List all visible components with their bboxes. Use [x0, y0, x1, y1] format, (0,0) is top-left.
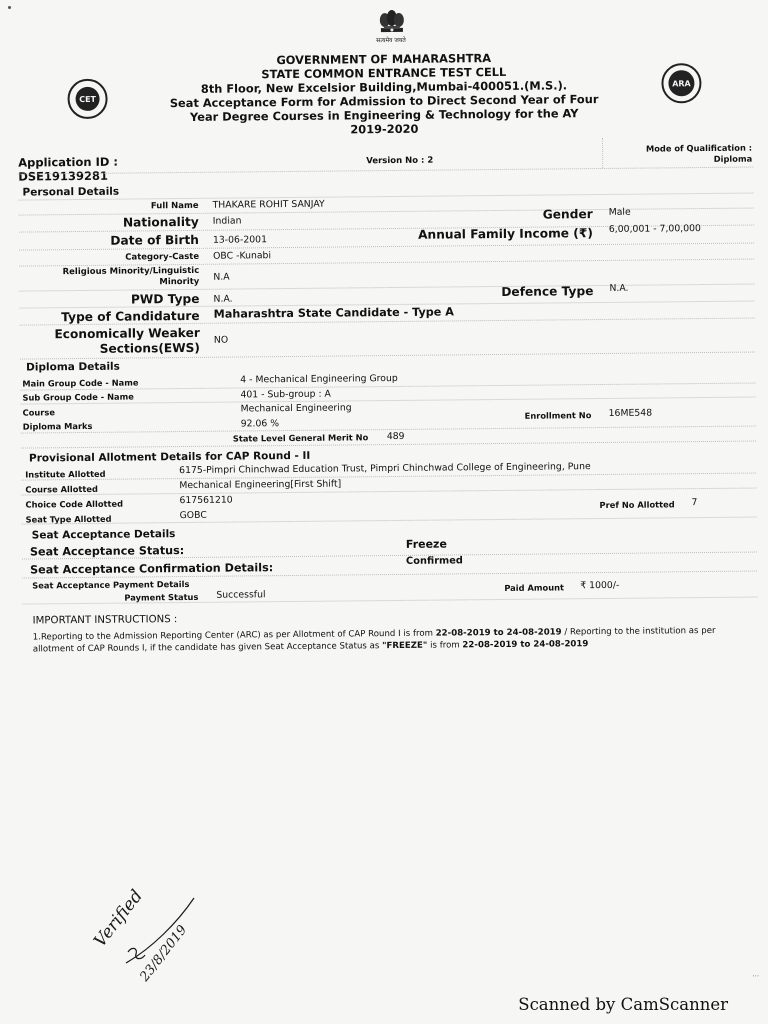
cet-logo-text: CET — [75, 87, 99, 111]
instruction-text-3: is from — [427, 640, 463, 651]
header-line-5: Year Degree Courses in Engineering & Technology for the AY — [189, 106, 579, 124]
pref-no-label: Pref No Allotted — [599, 499, 675, 511]
camscanner-watermark: Scanned by CamScanner — [518, 995, 728, 1014]
minority-label-line-1: Religious Minority/Linguistic — [62, 265, 200, 278]
institute-allotted-value: 6175-Pimpri Chinchwad Education Trust, Pimpri Chinchwad College of Engineering, Pune — [179, 461, 591, 477]
seat-type-label: Seat Type Allotted — [25, 513, 112, 525]
instruction-date-2: 22-08-2019 to 24-08-2019 — [462, 639, 589, 651]
date-of-birth-value: 13-06-2001 — [212, 234, 268, 246]
application-id-label: Application ID : — [18, 154, 119, 170]
instruction-text-2: / Reporting to the institution as per allotment of CAP Rounds I, if the candidate has given Seat Acceptance Status as — [32, 625, 716, 655]
header-line-2: STATE COMMON ENTRANCE TEST CELL — [261, 64, 507, 82]
course-label: Course — [22, 407, 55, 418]
ara-logo-text: ARA — [668, 70, 694, 96]
application-id-value: DSE19139281 — [18, 168, 109, 184]
nationality-value: Indian — [212, 215, 242, 227]
seat-acceptance-title: Seat Acceptance Details — [31, 528, 176, 542]
seat-acceptance-status-value: Freeze — [405, 537, 447, 551]
paid-amount-value: ₹ 1000/- — [580, 579, 620, 592]
minority-value: N.A — [213, 271, 230, 283]
defence-type-value: N.A. — [609, 282, 629, 294]
version-number: Version No : 2 — [366, 155, 434, 167]
category-caste-label: Category-Caste — [125, 251, 200, 263]
main-group-label: Main Group Code - Name — [22, 377, 139, 389]
seat-acceptance-form — [11, 0, 763, 704]
pref-no-value: 7 — [691, 497, 698, 509]
choice-code-value: 617561210 — [179, 494, 233, 507]
category-caste-value: OBC -Kunabi — [213, 250, 272, 262]
diploma-details-title: Diploma Details — [26, 360, 120, 374]
merit-number-label: State Level General Merit No — [232, 432, 369, 444]
sub-group-label: Sub Group Code - Name — [22, 391, 134, 403]
diploma-marks-value: 92.06 % — [240, 418, 280, 430]
type-of-candidature-label: Type of Candidature — [61, 308, 200, 325]
instruction-text-1: 1.Reporting to the Admission Reporting Center (ARC) as per Allotment of CAP Round I is from — [32, 628, 436, 643]
pwd-type-value: N.A. — [213, 293, 233, 305]
ews-label-line-1: Economically Weaker — [54, 325, 200, 342]
instruction-freeze: "FREEZE" — [382, 640, 428, 652]
instruction-paragraph — [33, 625, 733, 656]
choice-code-label: Choice Code Allotted — [25, 498, 124, 510]
instructions-title: IMPORTANT INSTRUCTIONS : — [32, 614, 178, 627]
allotment-title: Provisional Allotment Details for CAP Round - II — [28, 449, 311, 465]
gender-label: Gender — [542, 207, 593, 222]
confirmation-details-value: Confirmed — [405, 555, 463, 567]
ews-label-line-2: Sections(EWS) — [99, 340, 201, 356]
institute-allotted-label: Institute Allotted — [25, 468, 106, 480]
mode-of-qualification-label: Mode of Qualification : — [645, 142, 753, 154]
course-allotted-label: Course Allotted — [25, 483, 98, 495]
merit-number-value: 489 — [386, 430, 405, 443]
paid-amount-label: Paid Amount — [504, 582, 565, 593]
confirmation-details-label: Seat Acceptance Confirmation Details: — [30, 561, 274, 577]
course-allotted-value: Mechanical Engineering[First Shift] — [179, 478, 342, 492]
instruction-date-1: 22-08-2019 to 24-08-2019 — [435, 627, 562, 639]
gender-value: Male — [608, 206, 631, 218]
diploma-marks-label: Diploma Marks — [22, 420, 93, 432]
date-of-birth-label: Date of Birth — [110, 232, 200, 248]
full-name-value: THAKARE ROHIT SANJAY — [212, 198, 325, 211]
personal-details-title: Personal Details — [22, 185, 120, 199]
header-line-6: 2019-2020 — [350, 121, 419, 137]
ews-value: NO — [213, 334, 229, 346]
enrollment-value: 16ME548 — [608, 407, 653, 419]
scan-speck — [8, 6, 11, 9]
header-line-1: GOVERNMENT OF MAHARASHTRA — [276, 51, 492, 68]
state-emblem-icon — [375, 8, 409, 38]
payment-status-label: Payment Status — [124, 591, 199, 603]
handwritten-date-text: 23/8/2019 — [137, 922, 191, 985]
main-group-value: 4 - Mechanical Engineering Group — [240, 372, 398, 386]
enrollment-label: Enrollment No — [524, 410, 592, 421]
payment-status-value: Successful — [216, 589, 266, 601]
sub-group-value: 401 - Sub-group : A — [240, 388, 331, 401]
seat-acceptance-status-label: Seat Acceptance Status: — [29, 544, 185, 559]
type-of-candidature-value: Maharashtra State Candidate - Type A — [213, 305, 454, 321]
pwd-type-label: PWD Type — [130, 291, 200, 307]
full-name-label: Full Name — [150, 200, 199, 212]
handwritten-verification-mark — [82, 878, 222, 988]
minority-label-line-2: Minority — [159, 276, 200, 288]
defence-type-label: Defence Type — [501, 284, 594, 299]
mode-of-qualification-value: Diploma — [713, 153, 753, 164]
page-edge-marks: ⋮ — [751, 972, 760, 980]
annual-family-income-label: Annual Family Income (₹) — [417, 226, 593, 242]
nationality-label: Nationality — [122, 214, 199, 230]
payment-details-title: Seat Acceptance Payment Details — [32, 578, 190, 591]
header-line-4: Seat Acceptance Form for Admission to Direct Second Year of Four — [169, 92, 599, 111]
seat-type-value: GOBC — [179, 509, 207, 522]
annual-family-income-value: 6,00,001 - 7,00,000 — [608, 223, 701, 235]
header-line-3: 8th Floor, New Excelsior Building,Mumbai-400051.(M.S.). — [200, 78, 568, 96]
handwritten-verified-text: Verified — [90, 886, 147, 952]
emblem-motto: सत्यमेव जयते — [376, 36, 406, 45]
course-value: Mechanical Engineering — [240, 402, 352, 415]
